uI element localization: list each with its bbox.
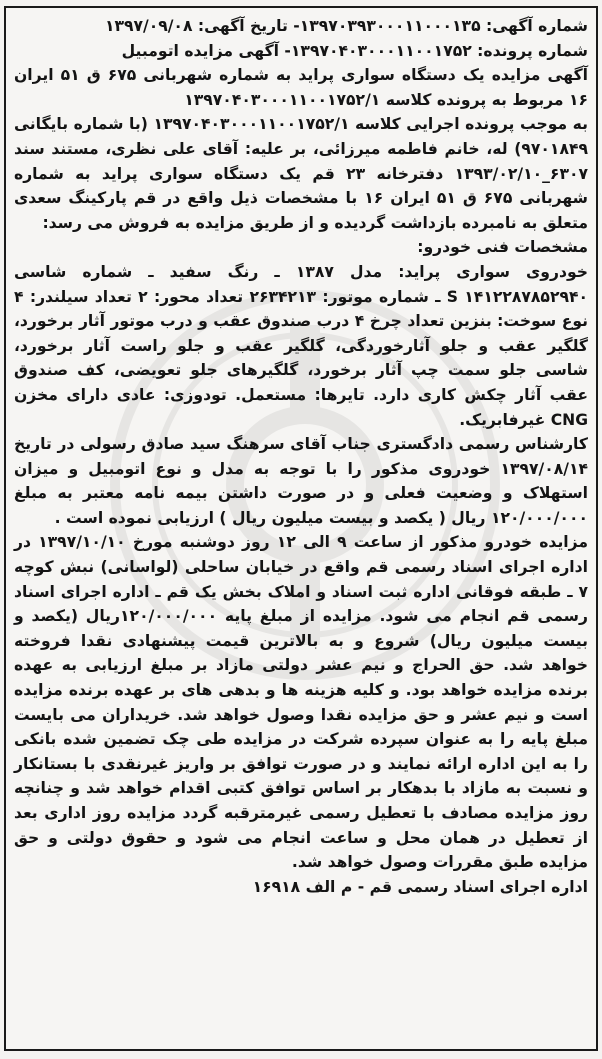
notice-number-line: شماره آگهی: ۱۳۹۷۰۳۹۳۰۰۰۱۱۰۰۰۱۳۵- تاریخ آگهی: ۱۳۹۷/۰۹/۰۸ — [104, 17, 588, 35]
case-number-line: شماره پرونده: ۱۳۹۷۰۴۰۳۰۰۰۱۱۰۰۱۷۵۲- آگهی مزایده اتومبیل — [121, 41, 588, 60]
issuer-signature: اداره اجرای اسناد رسمی قم - م الف ۱۶۹۱۸ — [252, 877, 588, 896]
notice-title: آگهی مزایده یک دستگاه سواری پراید به شماره شهربانی ۶۷۵ ق ۵۱ ایران ۱۶ مربوط به پرونده کلاسه ۱۳۹۷۰۴۰۳۰۰۰۱۱۰۰۱۷۵۲/۱ — [14, 66, 589, 109]
auction-details-paragraph: مزایده خودرو مذکور از ساعت ۹ الی ۱۲ روز دوشنبه مورخ ۱۳۹۷/۱۰/۱۰ در اداره اجرای اسناد رسمی قم واقع در خیابان ساحلی (لواسانی) نبش کوچه ۷ ـ طبقه فوقانی اداره ثبت اسناد و املاک بخش یک قم ـ اداره اجرای اسناد رسمی قم انجام می شود. مزایده از مبلغ پایه ۱۲۰/۰۰۰/۰۰۰ریال (یکصد و بیست میلیون ریال) شروع و به بالاترین قیمت پیشنهادی نقدا فروخته خواهد شد. حق الحراج و نیم عشر دولتی مازاد بر مبلغ ارزیابی به عهده برنده مزایده خواهد بود. و کلیه هزینه ها و بدهی های بر عهده برنده مزایده است و نیم عشر و حق مزایده نقدا وصول خواهد شد. خریداران می بایست مبلغ پایه را به عنوان سپرده شرکت در مزایده طی چک تضمین شده بانکی را به این اداره ارائه نمایند و در صورت توافق بر واریز غیرنقدی با بستانکار و نسبت به مازاد با بدهکار بر اساس توافق کتبی اقدام خواهد شد و چنانچه روز مزایده مصادف با تعطیل رسمی غیرمترقبه گردد مزایده روز اداری بعد از تعطیل در همان محل و ساعت انجام می شود و حقوق دولتی و حق مزایده طبق مقررات وصول خواهد شد. — [14, 533, 588, 872]
spec-heading: مشخصات فنی خودرو: — [417, 238, 588, 257]
case-description-paragraph: به موجب پرونده اجرایی کلاسه ۱۳۹۷۰۴۰۳۰۰۰۱۱۰۰۱۷۵۲/۱ (با شماره بایگانی ۹۷۰۱۸۴۹) له، خانم فاطمه میرزائی، بر علیه: آقای علی نظری، مستند سند ۶۳۰۷_۱۳۹۳/۰۲/۱۰ دفترخانه ۲۳ قم یک دستگاه سواری پراید به شماره شهربانی ۶۷۵ ق ۵۱ ایران ۱۶ با مشخصات ذیل واقع در قم پارکینگ سعدی متعلق به نامبرده بازداشت گردیده و از طریق مزایده به فروش می رسد: — [14, 115, 588, 232]
expert-appraisal-paragraph: کارشناس رسمی دادگستری جناب آقای سرهنگ سید صادق رسولی در تاریخ ۱۳۹۷/۰۸/۱۴ خودروی مذکور را با توجه به مدل و نوع اتومبیل و میزان استهلاک و وضعیت فعلی و در صورت داشتن بیمه نامه معتبر به مبلغ ۱۲۰/۰۰۰/۰۰۰ ریال ( یکصد و بیست میلیون ریال ) ارزیابی نموده است . — [14, 435, 588, 527]
vehicle-specs-paragraph: خودروی سواری پراید: مدل ۱۳۸۷ ـ رنگ سفید ـ شماره شاسی ۱۴۱۲۲۸۷۸۵۲۹۴۰ S ـ شماره موتور: ۲۶۳۴۲۱۳ تعداد محور: ۲ تعداد سیلندر: ۴ نوع سوخت: بنزین تعداد چرخ ۴ درب صندوق عقب و درب موتور آثار برخورد، گلگیر عقب و جلو آثارخوردگی، گلگیر عقب و جلو راست آثار برخورد، شاسی جلو سمت چپ آثار برخورد، گلگیرهای جلو تعویضی، کف صندوق عقب آثار چکش کاری دارد. تایرها: مستعمل. تودوزی: عادی دارای مخزن CNG غیرفابریک. — [14, 262, 589, 429]
notice-body — [14, 14, 588, 1047]
